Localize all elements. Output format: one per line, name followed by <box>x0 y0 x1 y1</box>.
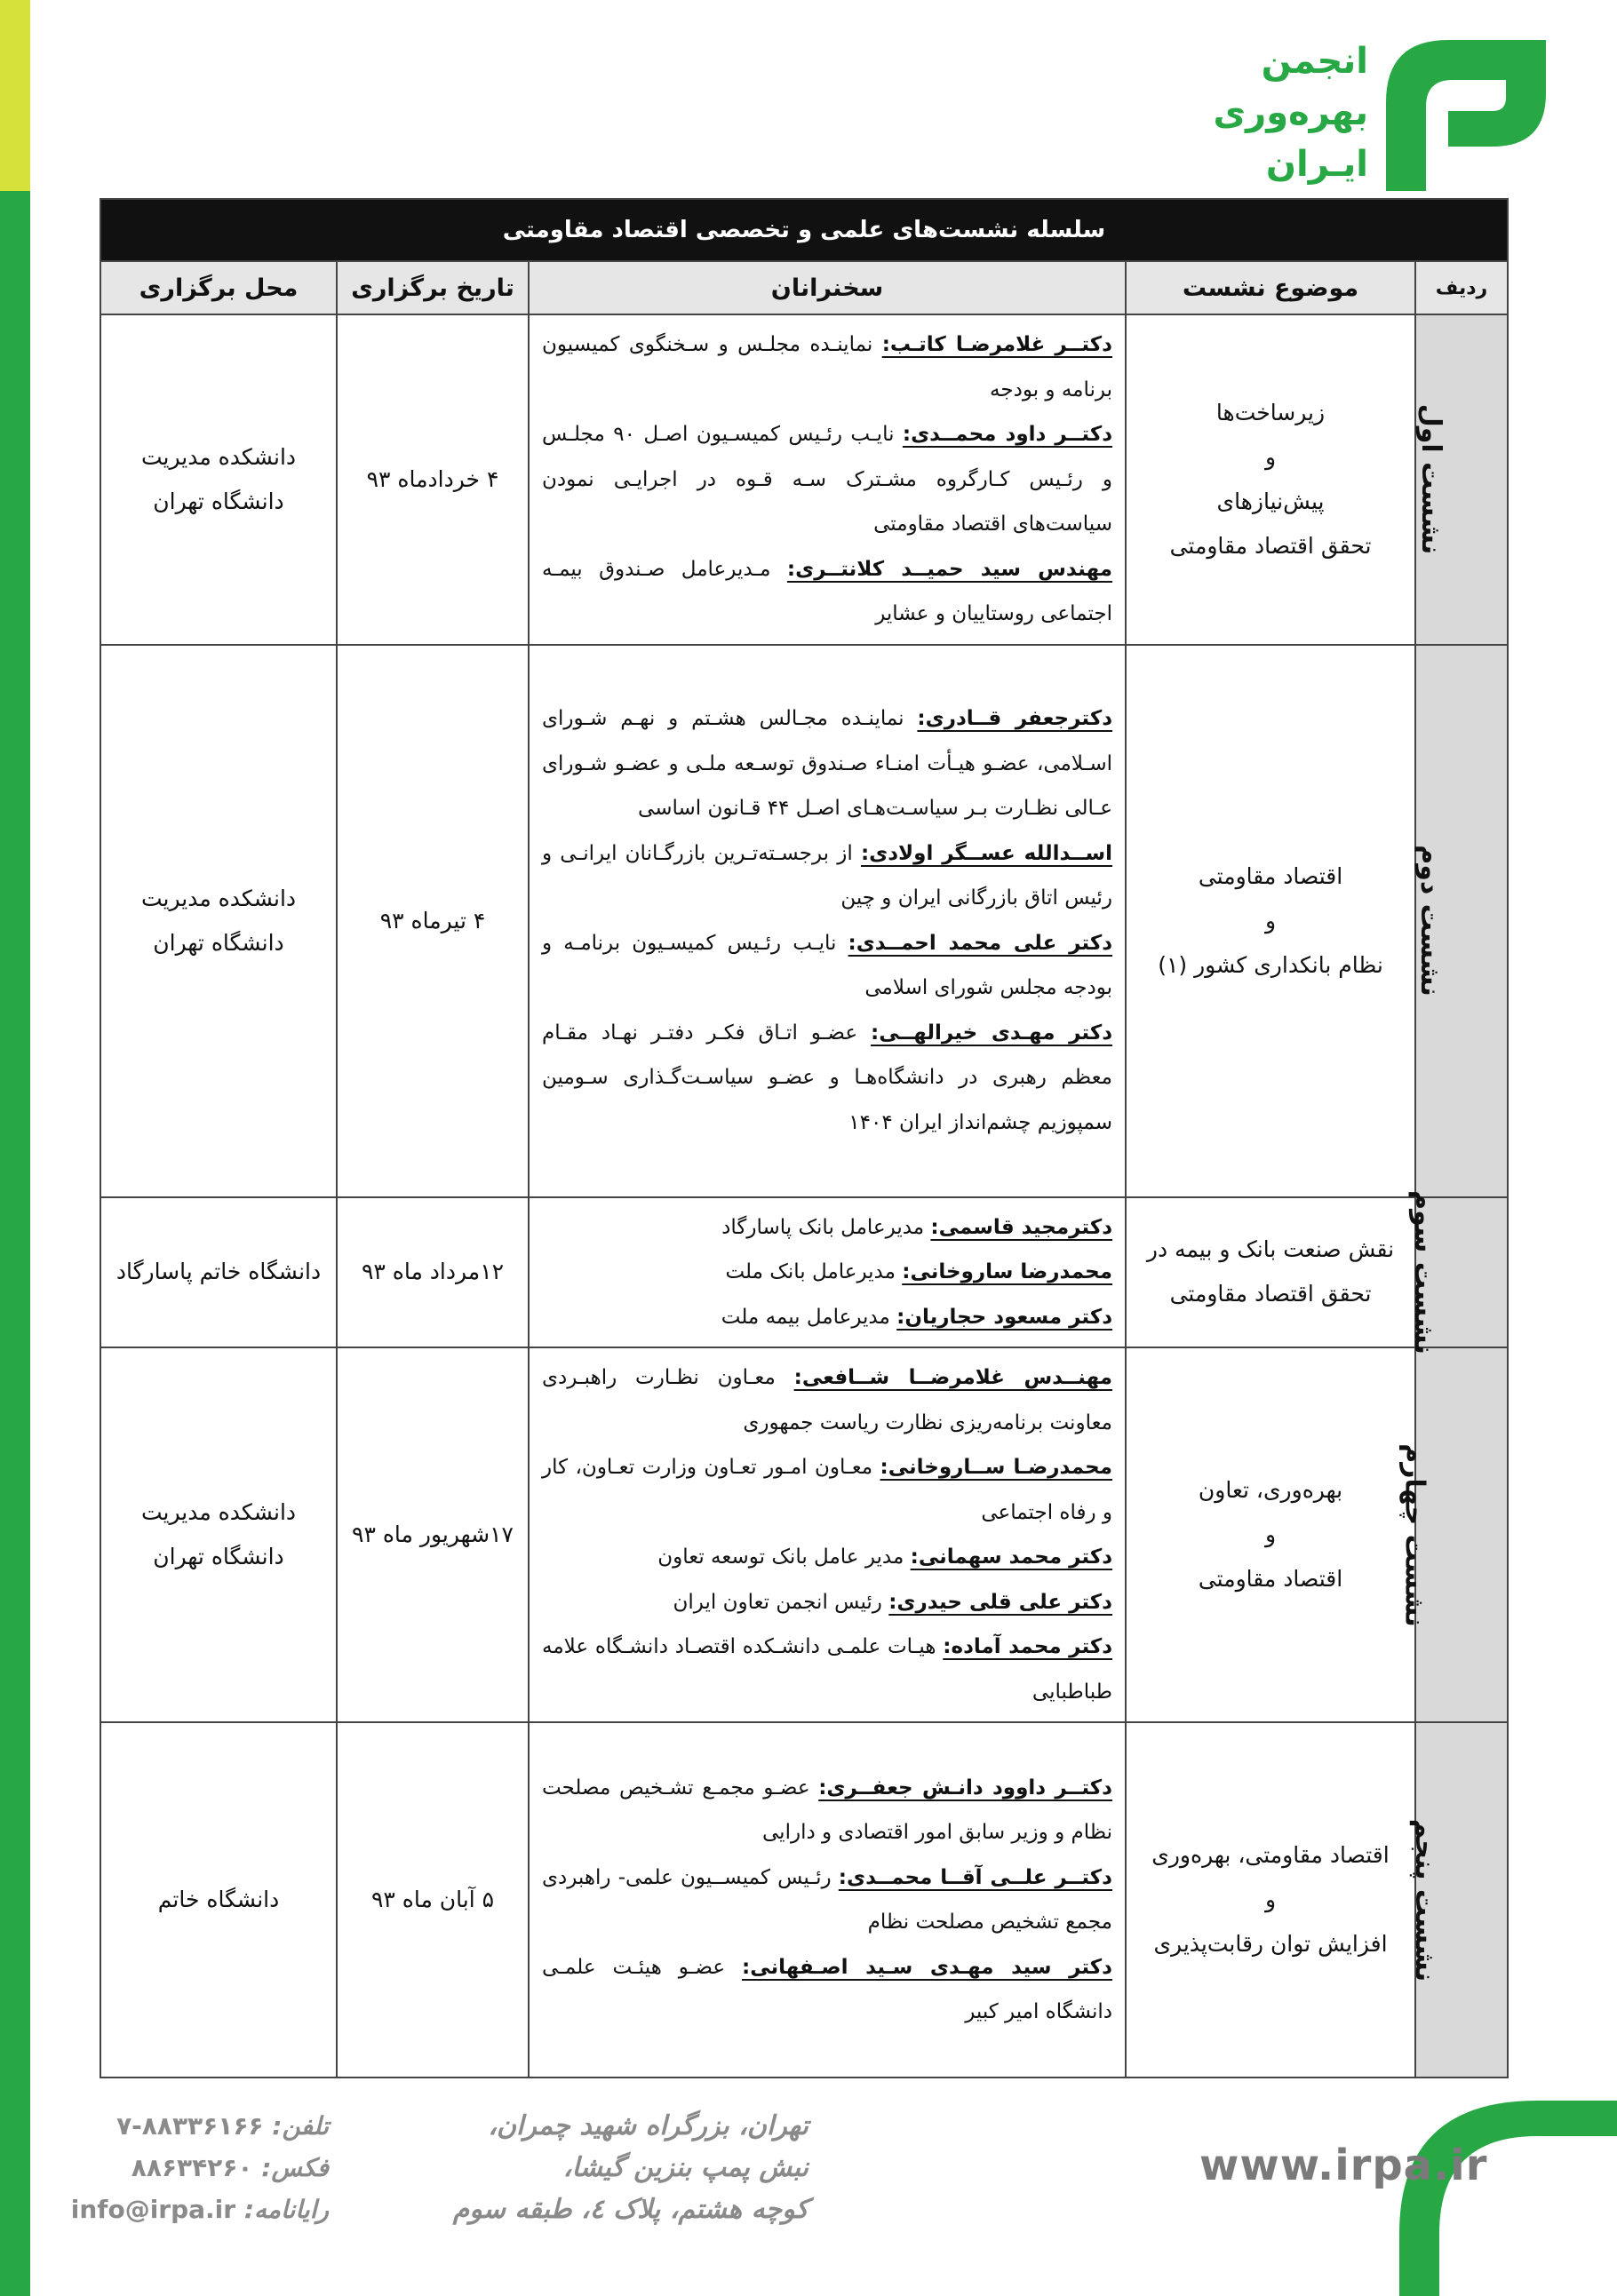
speaker-name: دکتر محمد سهمانی: <box>910 1545 1112 1569</box>
speaker-entry <box>542 1625 1112 1714</box>
speaker-entry <box>542 547 1112 637</box>
footer-arc-icon <box>1386 2101 1617 2296</box>
speaker-entry <box>542 1011 1112 1146</box>
email-label: رایانامه: <box>243 2195 329 2224</box>
speaker-name: دکتــر داود محمــدی: <box>902 423 1113 446</box>
seq-cell <box>1408 1722 1508 2078</box>
speakers-cell <box>529 645 1126 1197</box>
speaker-desc: رئـیس کمیســیون علمی- راهبردی مجمع تشخیص مصلحت نظام <box>542 1865 1112 1934</box>
logo-wordmark <box>1182 36 1368 190</box>
topic-line: و <box>1264 1521 1277 1547</box>
place-line: دانشگاه تهران <box>153 929 284 956</box>
topic-line: نظام بانکداری کشور (۱) <box>1158 951 1383 978</box>
logo-line: بهره‌وری <box>1213 92 1368 133</box>
date-cell: ۵ آبان ماه ۹۳ <box>337 1722 529 2078</box>
place-cell <box>100 645 337 1197</box>
speaker-desc: هیـات علمـی دانشـکده اقتصـاد دانشـگاه علامه طباطبایی <box>542 1635 1112 1704</box>
fax-value: ۸۸۶۳۴۲۶۰ <box>131 2153 253 2182</box>
date-cell: ۴ تیرماه ۹۳ <box>337 645 529 1197</box>
phone-row <box>62 2105 329 2147</box>
footer-address <box>382 2105 808 2230</box>
speaker-entry <box>542 1766 1112 1855</box>
table-title: سلسله نشست‌های علمی و تخصصی اقتصاد مقاومتی <box>100 199 1508 261</box>
speaker-desc: مـدیرعامل صـندوق بیمـه اجتماعی روستاییان و عشایر <box>542 557 1112 625</box>
speaker-desc: مدیرعامل بانک پاسارگاد <box>721 1215 931 1239</box>
topic-line: تحقق اقتصاد مقاومتی <box>1169 532 1372 559</box>
address-line: تهران، بزرگراه شهید چمران، <box>488 2110 808 2141</box>
speakers-cell <box>529 1722 1126 2078</box>
speaker-desc: معـاون نظـارت راهبـردی معاونت برنامه‌ریزی نظارت ریاست جمهوری <box>542 1366 1112 1434</box>
website-link[interactable]: www.irpa.ir <box>1199 2141 1488 2190</box>
place-line: دانشگاه خاتم <box>157 1887 280 1912</box>
speaker-entry <box>542 921 1112 1011</box>
header-topic: موضوع نشست <box>1126 261 1415 314</box>
speaker-name: دکتر محمد آماده: <box>943 1635 1113 1658</box>
speaker-entry <box>542 1295 1112 1340</box>
place-line: دانشکده مدیریت <box>140 443 297 470</box>
speaker-name: دکترجعفر قــادری: <box>917 707 1113 730</box>
sessions-table <box>100 198 1509 2078</box>
speaker-desc: نایـب رئـیس کمیسـیون اصـل ۹۰ مجلـس و رئـیس کـارگروه مشـترک سـه قـوه در اجرایـی نمودن سیاست‌های اقتصاد مقاومتی <box>542 423 1112 536</box>
header-date: تاریخ برگزاری <box>337 261 529 314</box>
place-cell <box>100 1722 337 2078</box>
speaker-name: دکتر مسعود حجاریان: <box>896 1305 1112 1329</box>
session-label: نشست سوم <box>1408 1189 1440 1355</box>
seq-cell <box>1415 314 1508 645</box>
topic-line: زیرساخت‌ها <box>1215 399 1326 425</box>
table-row <box>100 1722 1508 2078</box>
fax-label: فکس: <box>261 2153 329 2182</box>
speaker-desc: نماینـده مجلـس و سـخنگوی کمیسیون برنامه و بودجه <box>542 333 1112 401</box>
speaker-desc: عضـو اتـاق فکـر دفتـر نهـاد مقـام معظم رهبری در دانشگاه‌هـا و عضـو سیاسـت‌گـذاری سـومین سمپوزیم چشم‌انداز ایران ۱۴۰۴ <box>542 1021 1112 1134</box>
speaker-entry <box>542 412 1112 547</box>
edge-stripe-green <box>0 191 30 2296</box>
speaker-entry <box>542 322 1112 412</box>
topic-line: و <box>1264 907 1277 933</box>
speaker-name: دکتــر علــی آقــا محمــدی: <box>838 1865 1112 1889</box>
speaker-desc: مدیرعامل بانک ملت <box>725 1260 903 1283</box>
speaker-entry <box>542 1205 1112 1251</box>
topic-line: اقتصاد مقاومتی <box>1198 862 1343 889</box>
place-line: دانشکده مدیریت <box>140 885 297 911</box>
speaker-name: دکتــر داوود دانـش جعفــری: <box>818 1776 1112 1799</box>
table-row <box>100 645 1508 1197</box>
date-cell: ۴ خردادماه ۹۳ <box>337 314 529 645</box>
speaker-desc: معـاون امـور تعـاون وزارت تعـاون، کار و رفاه اجتماعی <box>542 1456 1112 1524</box>
topic-line: و <box>1264 443 1277 470</box>
email-value[interactable]: info@irpa.ir <box>70 2195 236 2224</box>
place-line: دانشکده مدیریت <box>140 1499 297 1525</box>
place-line: دانشگاه تهران <box>153 1544 284 1569</box>
email-row <box>62 2189 329 2230</box>
irpa-logo-icon <box>1386 40 1546 191</box>
place-cell <box>100 1197 337 1348</box>
speaker-entry <box>542 1945 1112 2035</box>
table-row <box>100 1197 1508 1348</box>
speaker-name: دکتر مهـدی خیرالهــی: <box>871 1021 1112 1045</box>
edge-stripe-yellow <box>0 0 30 191</box>
speaker-desc: عضـو مجمـع تشـخیص مصلحت نظام و وزیر سابق امور اقتصادی و دارایی <box>542 1776 1112 1844</box>
speaker-desc: نماینـده مجـالس هشـتم و نهـم شـورای اسـلامی، عضـو هیـأت امنـاء صـندوق توسـعه ملـی و عضـو شـورای عـالی نظـارت بـر سیاسـت‌هـای اصـل ۴۴ قـانون اساسی <box>542 707 1112 820</box>
place-line: دانشگاه خاتم پاسارگاد <box>116 1259 322 1285</box>
speaker-name: دکتر سید مهـدی سـید اصـفهانی: <box>742 1955 1112 1979</box>
speaker-name: مهندس سید حمیــد کلانتــری: <box>786 557 1112 581</box>
topic-line: اقتصاد مقاومتی <box>1198 1566 1343 1592</box>
topic-line: اقتصاد مقاومتی، بهره‌وری <box>1151 1842 1390 1868</box>
topic-line: افزایش توان رقابت‌پذیری <box>1153 1931 1388 1957</box>
speaker-name: اســدالله عســگر اولادی: <box>860 841 1112 865</box>
speaker-name: دکتر علی محمد احمــدی: <box>848 931 1112 955</box>
session-label: نشست چهارم <box>1398 1442 1430 1627</box>
seq-cell <box>1398 1347 1508 1722</box>
speakers-cell <box>529 1347 1126 1722</box>
phone-value: ۸۸۳۳۶۱۶۶-۷ <box>116 2111 264 2141</box>
header-place: محل برگزاری <box>100 261 337 314</box>
speaker-desc: مدیر عامل بانک توسعه تعاون <box>657 1545 911 1569</box>
speaker-entry <box>542 1445 1112 1535</box>
logo-line: ایـران <box>1265 144 1368 185</box>
place-cell <box>100 314 337 645</box>
speaker-desc: از برجسـته‌تـرین بازرگـانان ایرانـی و رئیس اتاق بازرگانی ایران و چین <box>542 841 1112 910</box>
date-cell: ۱۷شهریور ماه ۹۳ <box>337 1347 529 1722</box>
phone-label: تلفن: <box>272 2111 329 2141</box>
speaker-name: دکتــر غلامرضـا کاتـب: <box>881 333 1112 356</box>
speaker-entry <box>542 1250 1112 1295</box>
speaker-entry <box>542 696 1112 831</box>
header-seq: ردیف <box>1415 261 1508 314</box>
session-label: نشست اول <box>1414 404 1446 555</box>
footer-contact <box>62 2105 329 2230</box>
fax-row <box>62 2147 329 2189</box>
speaker-name: محمدرضا ساروخانی: <box>902 1260 1112 1283</box>
logo-line: انجمن <box>1261 41 1368 82</box>
table-row <box>100 1347 1508 1722</box>
speaker-entry <box>542 1855 1112 1945</box>
seq-cell <box>1415 645 1508 1197</box>
session-label: نشست پنجم <box>1408 1818 1440 1982</box>
seq-cell <box>1408 1189 1508 1355</box>
place-line: دانشگاه تهران <box>153 488 284 514</box>
speaker-name: محمدرضـا ســاروخانی: <box>880 1456 1112 1479</box>
speaker-name: مهنــدس غلامرضــا شــافعی: <box>793 1366 1112 1389</box>
topic-line: و <box>1264 1887 1277 1912</box>
speaker-desc: مدیرعامل بیمه ملت <box>721 1305 897 1329</box>
speakers-cell <box>529 1197 1126 1348</box>
place-cell <box>100 1347 337 1722</box>
topic-line: نقش صنعت بانک و بیمه در <box>1146 1236 1395 1263</box>
speaker-name: دکترمجید قاسمی: <box>930 1215 1112 1239</box>
session-label: نشست دوم <box>1414 845 1446 997</box>
header-speakers: سخنرانان <box>529 261 1126 314</box>
speaker-entry <box>542 1355 1112 1445</box>
speaker-entry <box>542 1580 1112 1625</box>
topic-line: تحقق اقتصاد مقاومتی <box>1169 1281 1372 1307</box>
speaker-desc: نایـب رئـیس کمیسـیون برنامـه و بودجه مجلس شورای اسلامی <box>542 931 1112 999</box>
speakers-cell <box>529 314 1126 645</box>
address-line: کوچه هشتم، پلاک ٤، طبقه سوم <box>452 2194 808 2225</box>
date-cell: ۱۲مرداد ماه ۹۳ <box>337 1197 529 1348</box>
topic-line: پیش‌نیازهای <box>1216 488 1325 514</box>
address-line: نبش پمپ بنزین گیشا، <box>562 2152 808 2183</box>
sessions-sheet <box>100 198 1507 2078</box>
table-row <box>100 314 1508 645</box>
speaker-desc: رئیس انجمن تعاون ایران <box>673 1590 889 1614</box>
speaker-entry <box>542 831 1112 921</box>
speaker-name: دکتر علی قلی حیدری: <box>888 1590 1112 1614</box>
speaker-desc: عضـو هیئـت علمـی دانشگاه امیر کبیر <box>542 1955 1112 2023</box>
topic-line: بهره‌وری، تعاون <box>1198 1477 1343 1503</box>
speaker-entry <box>542 1535 1112 1580</box>
